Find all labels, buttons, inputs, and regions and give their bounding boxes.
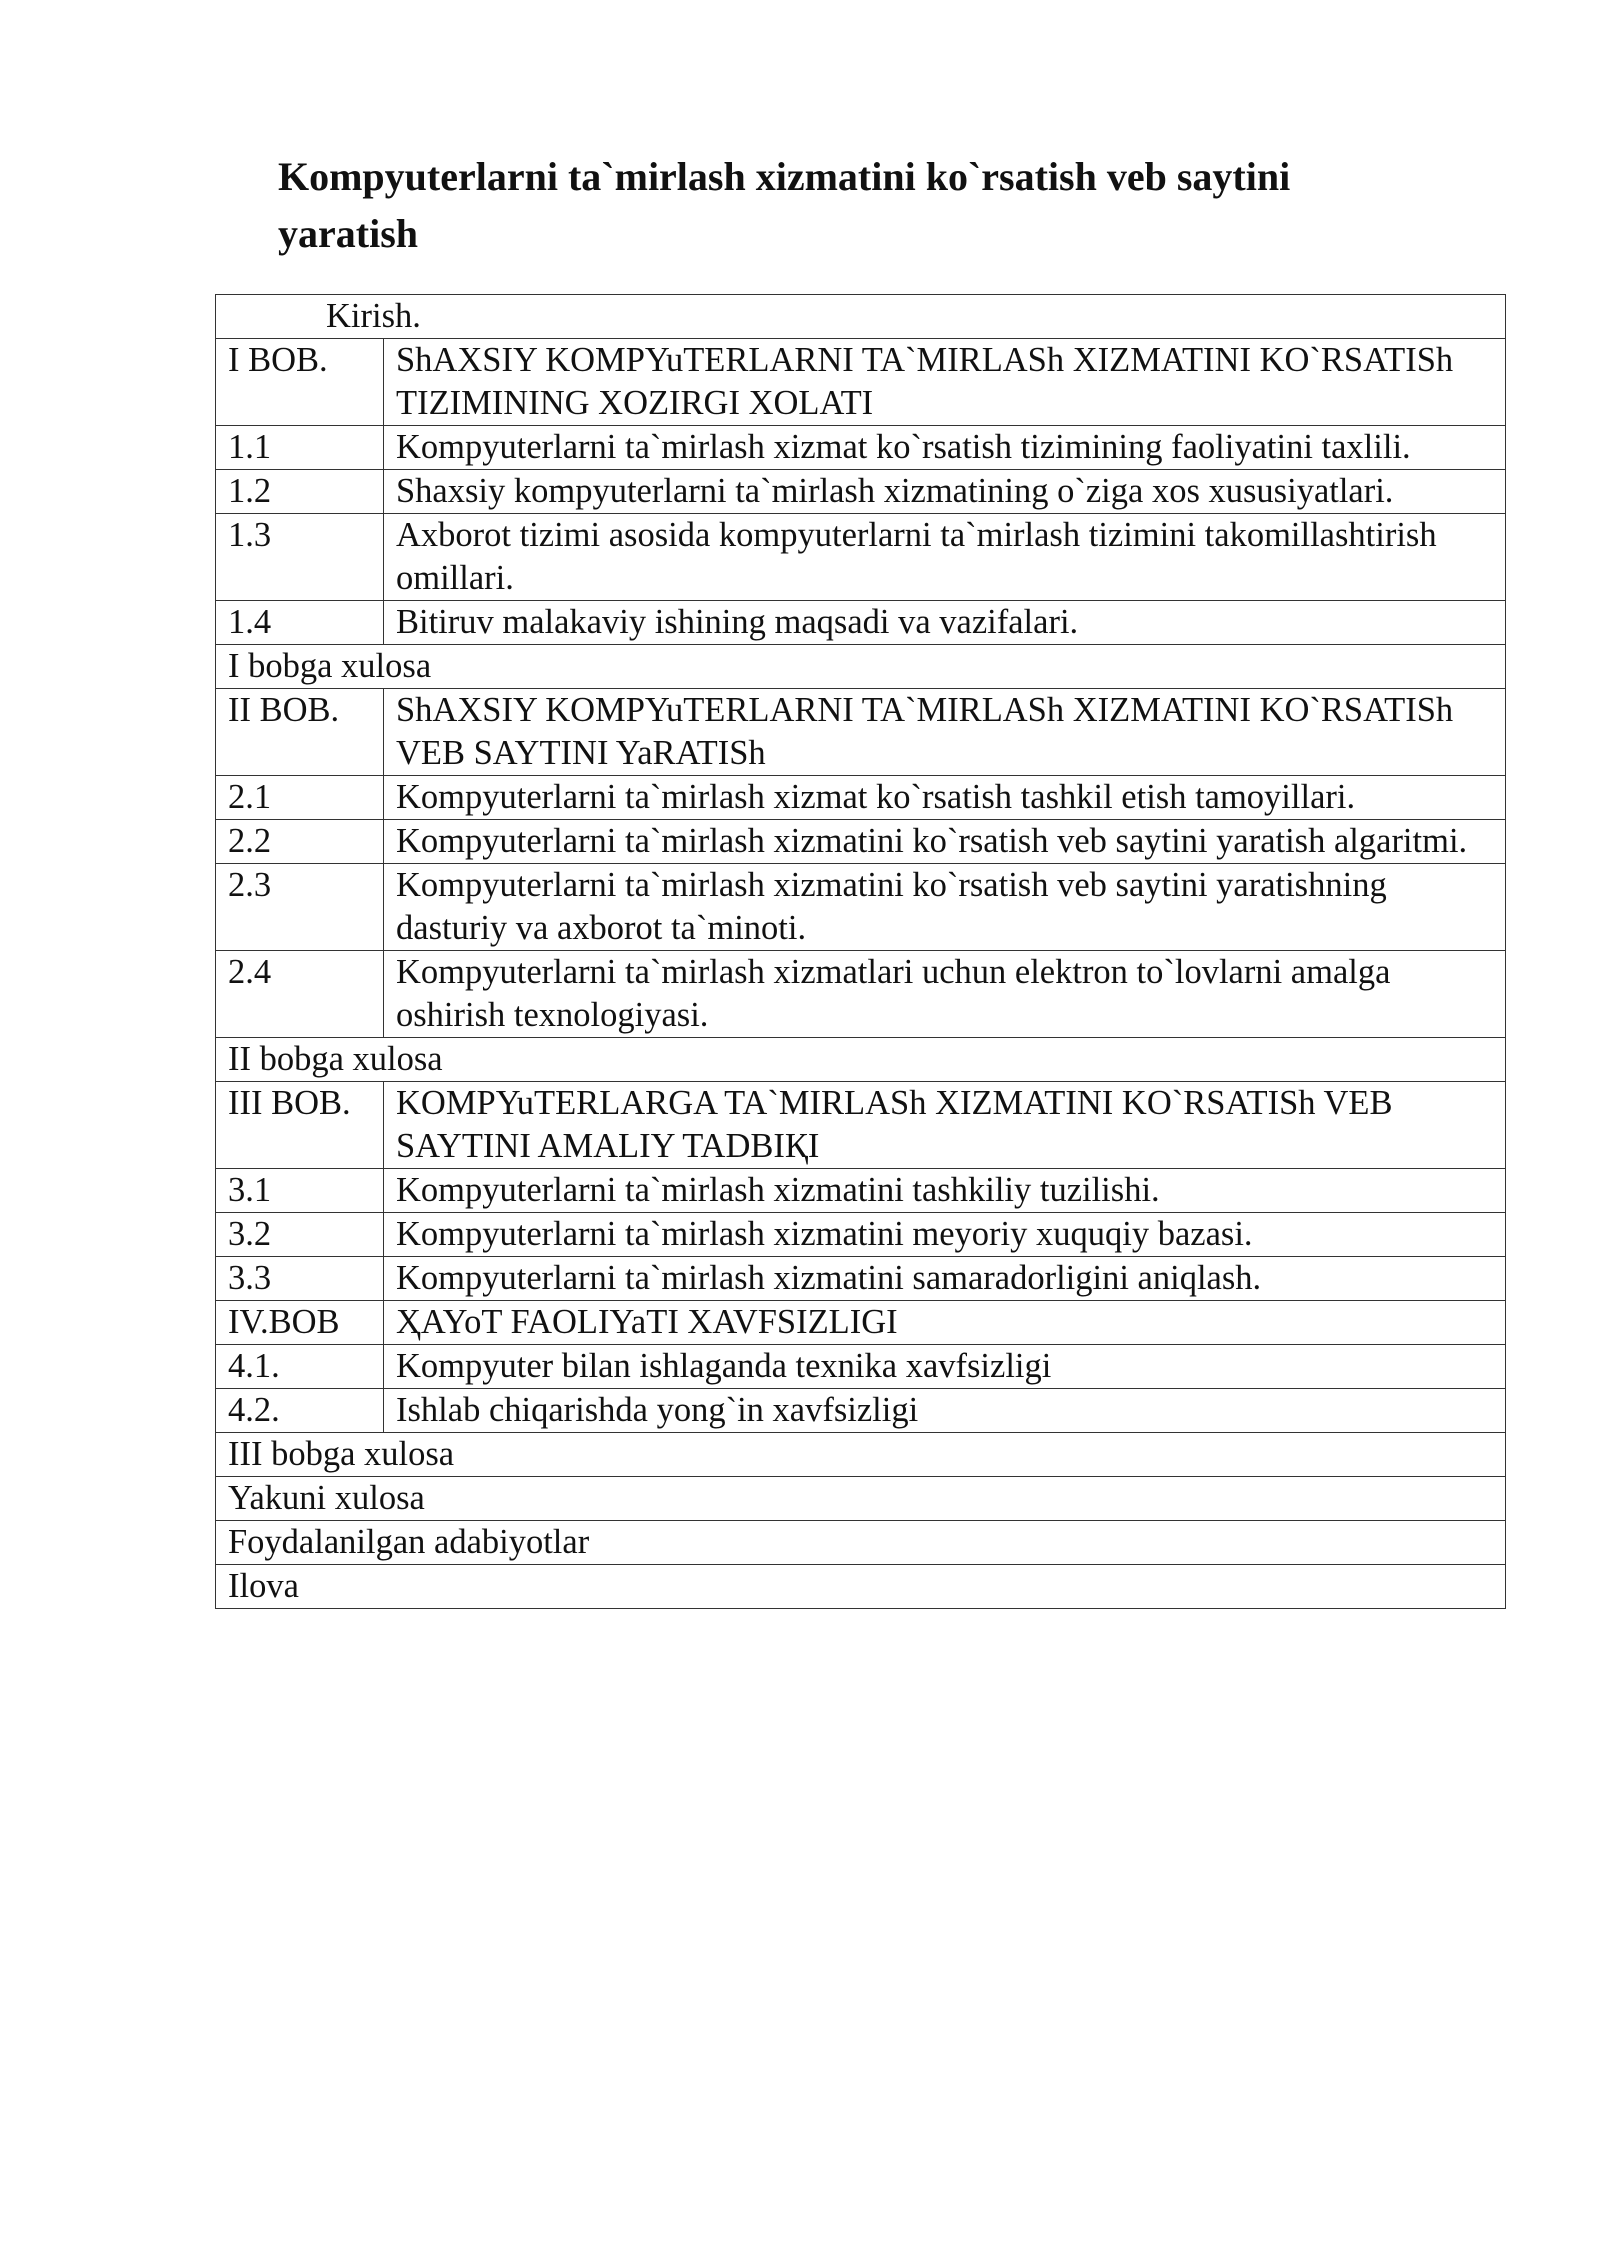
- toc-item-number: 3.3: [216, 1257, 384, 1301]
- table-row: [216, 1213, 1506, 1257]
- table-row: [216, 1169, 1506, 1213]
- toc-item-title: Kompyuterlarni ta`mirlash xizmat ko`rsatish tashkil etish tamoyillari.: [384, 776, 1506, 820]
- toc-item-title: Kompyuterlarni ta`mirlash xizmatini samaradorligini aniqlash.: [384, 1257, 1506, 1301]
- table-row: [216, 1521, 1506, 1565]
- table-row: [216, 339, 1506, 426]
- toc-item-number: 1.4: [216, 601, 384, 645]
- toc-item-title: Bitiruv malakaviy ishining maqsadi va vazifalari.: [384, 601, 1506, 645]
- toc-item-title: Shaxsiy kompyuterlarni ta`mirlash xizmatining o`ziga xos xususiyatlari.: [384, 470, 1506, 514]
- table-row: [216, 776, 1506, 820]
- table-row: [216, 1345, 1506, 1389]
- toc-section-summary: I bobga xulosa: [216, 645, 1506, 689]
- toc-item-title: Kompyuterlarni ta`mirlash xizmat ko`rsatish tizimining faoliyatini taxlili.: [384, 426, 1506, 470]
- toc-section-summary: Foydalanilgan adabiyotlar: [216, 1521, 1506, 1565]
- toc-item-title: ShAXSIY KOMPYuTERLARNI TA`MIRLASh XIZMATINI KO`RSATISh TIZIMINING XOZIRGI XOLATI: [384, 339, 1506, 426]
- table-row: [216, 1477, 1506, 1521]
- toc-item-number: III BOB.: [216, 1082, 384, 1169]
- toc-item-title: Axborot tizimi asosida kompyuterlarni ta`mirlash tizimini takomillashtirish omillari.: [384, 514, 1506, 601]
- table-row: [216, 951, 1506, 1038]
- toc-item-title: Ishlab chiqarishda yong`in xavfsizligi: [384, 1389, 1506, 1433]
- toc-item-number: 1.3: [216, 514, 384, 601]
- toc-item-number: 2.2: [216, 820, 384, 864]
- toc-item-title: ShAXSIY KOMPYuTERLARNI TA`MIRLASh XIZMATINI KO`RSATISh VEB SAYTINI YaRATISh: [384, 689, 1506, 776]
- toc-section-summary: III bobga xulosa: [216, 1433, 1506, 1477]
- toc-item-title: ҲAYoT FAOLIYaTI XAVFSIZLIGI: [384, 1301, 1506, 1345]
- table-row: [216, 1301, 1506, 1345]
- table-row: [216, 1389, 1506, 1433]
- table-row: [216, 864, 1506, 951]
- toc-section-summary: Ilova: [216, 1565, 1506, 1609]
- toc-section-summary: Yakuni xulosa: [216, 1477, 1506, 1521]
- toc-item-title: Kompyuter bilan ishlaganda texnika xavfsizligi: [384, 1345, 1506, 1389]
- toc-section-summary: II bobga xulosa: [216, 1038, 1506, 1082]
- toc-item-number: 4.1.: [216, 1345, 384, 1389]
- table-row: [216, 426, 1506, 470]
- table-row: [216, 1038, 1506, 1082]
- toc-item-title: Kompyuterlarni ta`mirlash xizmatlari uchun elektron to`lovlarni amalga oshirish texnologiyasi.: [384, 951, 1506, 1038]
- toc-item-number: 2.3: [216, 864, 384, 951]
- toc-item-number: 4.2.: [216, 1389, 384, 1433]
- toc-item-number: 2.1: [216, 776, 384, 820]
- toc-item-number: 1.1: [216, 426, 384, 470]
- table-row: [216, 1433, 1506, 1477]
- toc-item-number: 3.1: [216, 1169, 384, 1213]
- toc-item-title: Kompyuterlarni ta`mirlash xizmatini ko`rsatish veb saytini yaratishning dasturiy va axborot ta`minoti.: [384, 864, 1506, 951]
- table-row: [216, 645, 1506, 689]
- toc-item-title: Kompyuterlarni ta`mirlash xizmatini meyoriy xuquqiy bazasi.: [384, 1213, 1506, 1257]
- table-row: [216, 1257, 1506, 1301]
- table-row: [216, 689, 1506, 776]
- toc-item-number: I BOB.: [216, 339, 384, 426]
- table-row: [216, 1082, 1506, 1169]
- toc-item-number: II BOB.: [216, 689, 384, 776]
- toc-item-title: Kompyuterlarni ta`mirlash xizmatini tashkiliy tuzilishi.: [384, 1169, 1506, 1213]
- toc-intro-row: [216, 295, 1506, 339]
- toc-item-number: 3.2: [216, 1213, 384, 1257]
- toc-item-number: 1.2: [216, 470, 384, 514]
- table-row: [216, 820, 1506, 864]
- document-title: Kompyuterlarni ta`mirlash xizmatini ko`rsatish veb saytini yaratish: [278, 154, 1291, 256]
- toc-item-title: KOMPYuTERLARGA TA`MIRLASh XIZMATINI KO`RSATISh VEB SAYTINI AMALIY TADBIҚI: [384, 1082, 1506, 1169]
- table-row: [216, 514, 1506, 601]
- toc-item-number: 2.4: [216, 951, 384, 1038]
- toc-intro: Kirish.: [216, 295, 1506, 339]
- toc-item-number: IV.BOB: [216, 1301, 384, 1345]
- toc-item-title: Kompyuterlarni ta`mirlash xizmatini ko`rsatish veb saytini yaratish algaritmi.: [384, 820, 1506, 864]
- table-of-contents: [215, 294, 1506, 1609]
- table-row: [216, 470, 1506, 514]
- table-row: [216, 601, 1506, 645]
- table-row: [216, 1565, 1506, 1609]
